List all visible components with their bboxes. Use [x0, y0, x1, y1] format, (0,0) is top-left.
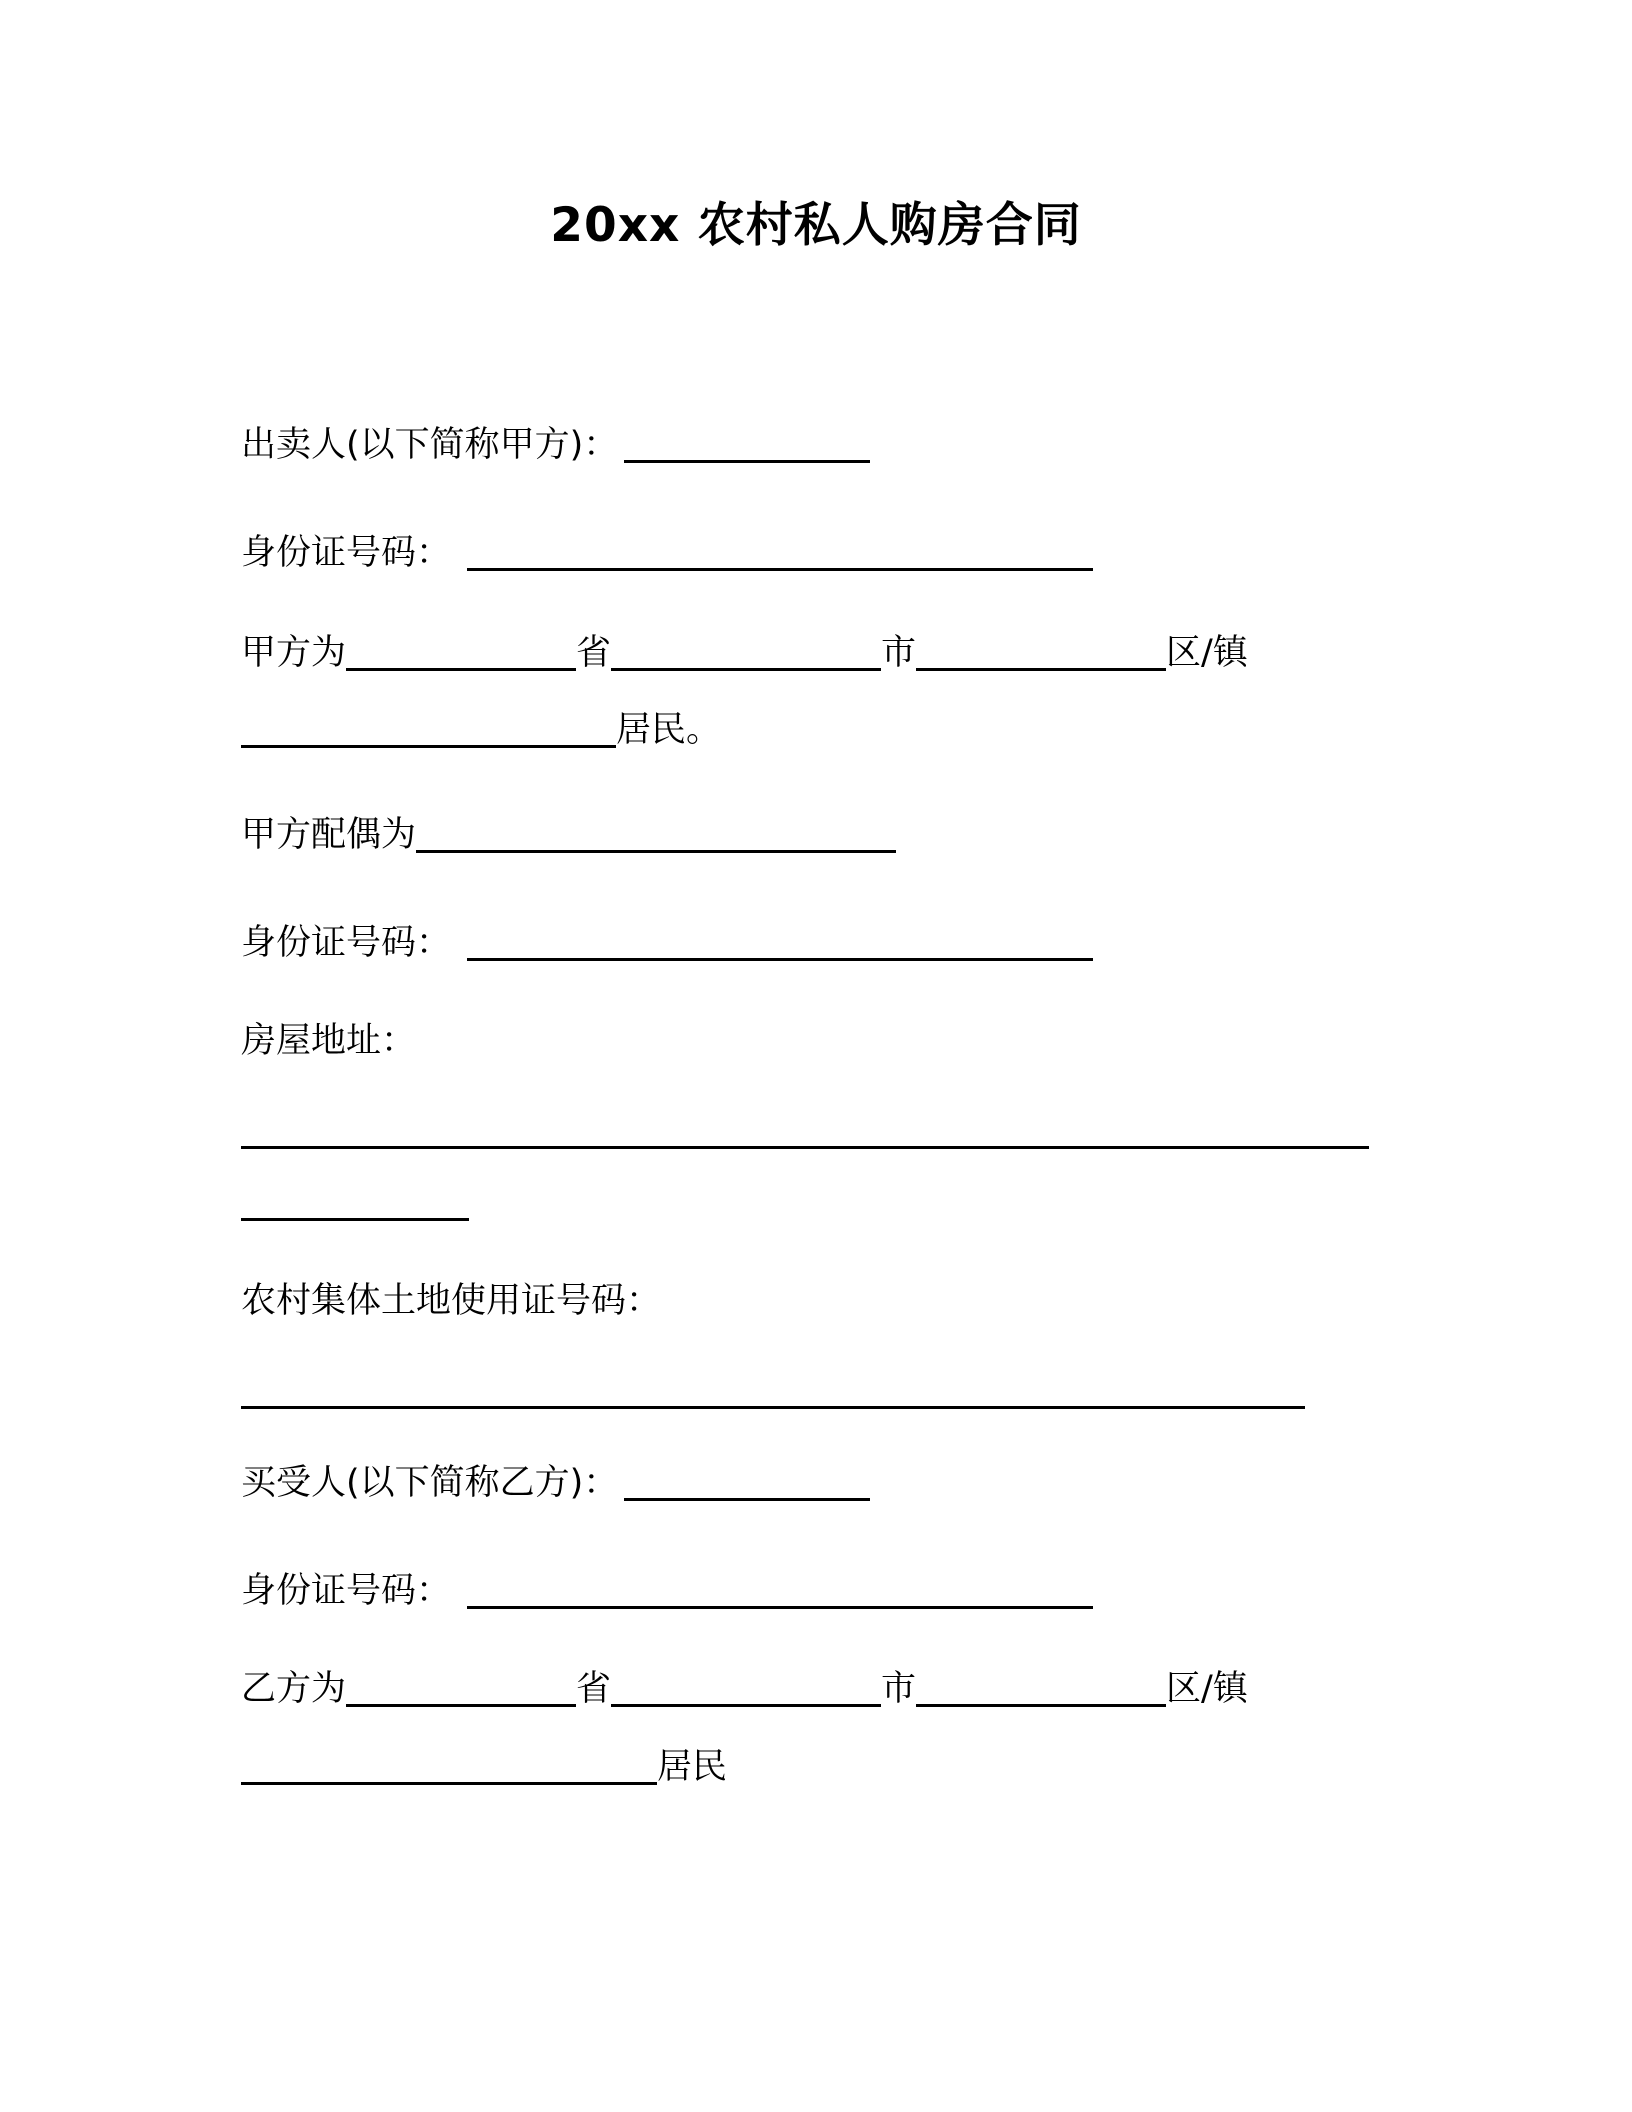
seller-id-label: 身份证号码：: [241, 533, 452, 573]
seller-label: 出卖人(以下简称甲方)：: [241, 425, 619, 465]
seller-spouse-blank[interactable]: [416, 816, 896, 853]
seller-id-blank[interactable]: [467, 534, 1093, 571]
buyer-line: [241, 1460, 870, 1506]
buyer-id-label: 身份证号码：: [241, 1571, 452, 1611]
buyer-city-blank[interactable]: [611, 1670, 881, 1707]
buyer-residence-line-2: [241, 1744, 727, 1790]
seller-residence-prefix: 甲方为: [241, 633, 347, 673]
buyer-label: 买受人(以下简称乙方)：: [241, 1463, 619, 1503]
land-cert-blank-line: [241, 1368, 1305, 1414]
buyer-district-label: 区/镇: [1166, 1669, 1248, 1709]
property-address-label: 房屋地址：: [241, 1021, 417, 1061]
seller-town-blank[interactable]: [241, 711, 616, 748]
property-address-blank-line: [241, 1108, 1369, 1154]
seller-city-label: 市: [881, 633, 917, 673]
seller-spouse-id-line: [241, 920, 1093, 966]
document-title: 20xx 农村私人购房合同: [550, 198, 1082, 253]
buyer-id-line: [241, 1568, 1093, 1614]
seller-city-blank[interactable]: [611, 634, 881, 671]
land-cert-line: [241, 1278, 661, 1324]
seller-residence-suffix: 居民。: [616, 710, 722, 750]
buyer-city-label: 市: [881, 1669, 917, 1709]
seller-province-label: 省: [576, 633, 612, 673]
buyer-town-blank[interactable]: [241, 1748, 657, 1785]
land-cert-label: 农村集体土地使用证号码：: [241, 1281, 662, 1321]
seller-residence-line-2: [241, 707, 721, 753]
buyer-residence-prefix: 乙方为: [241, 1669, 347, 1709]
seller-district-blank[interactable]: [916, 634, 1166, 671]
buyer-residence-suffix: 居民: [657, 1747, 728, 1787]
seller-name-blank[interactable]: [624, 426, 870, 463]
seller-id-line: [241, 530, 1093, 576]
buyer-name-blank[interactable]: [624, 1464, 870, 1501]
buyer-province-blank[interactable]: [346, 1670, 576, 1707]
seller-spouse-id-blank[interactable]: [467, 924, 1093, 961]
buyer-residence-line: [241, 1666, 1248, 1712]
buyer-district-blank[interactable]: [916, 1670, 1166, 1707]
land-cert-blank[interactable]: [241, 1372, 1305, 1409]
seller-spouse-label: 甲方配偶为: [241, 815, 417, 855]
property-address-line: [241, 1018, 416, 1064]
seller-line: [241, 422, 870, 468]
buyer-province-label: 省: [576, 1669, 612, 1709]
seller-residence-line: [241, 630, 1248, 676]
seller-province-blank[interactable]: [346, 634, 576, 671]
seller-spouse-line: [241, 812, 896, 858]
property-address-blank-line-2: [241, 1180, 469, 1226]
buyer-id-blank[interactable]: [467, 1572, 1093, 1609]
seller-spouse-id-label: 身份证号码：: [241, 923, 452, 963]
seller-district-label: 区/镇: [1166, 633, 1248, 673]
property-address-blank[interactable]: [241, 1112, 1369, 1149]
property-address-blank-2[interactable]: [241, 1184, 469, 1221]
